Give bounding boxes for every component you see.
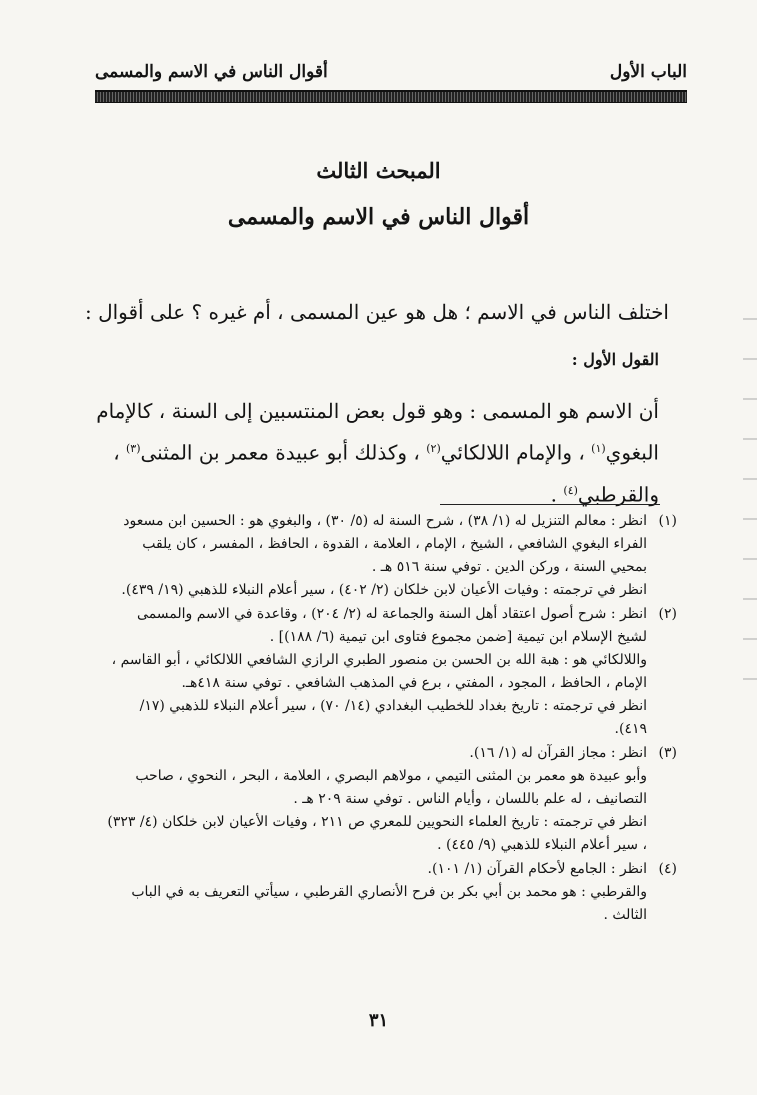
running-header — [95, 58, 687, 92]
footnote-text: انظر في ترجمته : وفيات الأعيان لابن خلكان (٢/ ٤٠٢) ، سير أعلام النبلاء للذهبي (١٩/ ٤٣٩). — [121, 582, 647, 598]
footnote-ref-4: (٤) — [563, 483, 578, 497]
footnote-text: انظر : معالم التنزيل له (١/ ٣٨) ، شرح السنة له (٥/ ٣٠) ، والبغوي هو : الحسين ابن مسعود الفراء البغوي الشافعي ، الشيخ ، الإمام ، العلامة ، القدوة ، الحافظ ، المفسر ، كان يلقب بمحيي السنة ، وركن الدين . توفي سنة ٥١٦ هـ . — [123, 513, 647, 575]
main-line-3 — [88, 472, 659, 514]
page-number: ٣١ — [368, 1010, 389, 1031]
footnote-number: (١) — [658, 513, 677, 529]
intro-paragraph: اختلف الناس في الاسم ؛ هل هو عين المسمى ، أم غيره ؟ على أقوال : — [84, 300, 669, 324]
footnote-text: انظر في ترجمته : تاريخ بغداد للخطيب البغدادي (١٤/ ٧٠) ، سير أعلام النبلاء للذهبي (١٧/ ٤١٩). — [139, 698, 647, 737]
header-rule — [95, 90, 687, 103]
footnotes — [105, 510, 677, 928]
footnote-number: (٣) — [658, 745, 677, 761]
chapter-title: أقوال الناس في الاسم والمسمى — [227, 204, 530, 230]
scan-edge-decoration — [743, 300, 757, 680]
footnote-separator — [440, 504, 660, 505]
text-abu-ubaida: ، وكذلك أبو عبيدة معمر بن المثنى — [140, 440, 427, 465]
footnote-3 — [105, 742, 677, 857]
footnote-2 — [105, 603, 677, 741]
footnote-text: انظر : الجامع لأحكام القرآن (١/ ١٠١). — [427, 861, 647, 877]
section-title: المبحث الثالث — [316, 158, 441, 183]
footnote-number: (٢) — [658, 606, 677, 622]
text-period: . — [550, 482, 564, 507]
footnote-text: انظر : مجاز القرآن له (١/ ١٦). — [469, 745, 647, 761]
main-paragraph — [88, 392, 659, 513]
footnote-ref-2: (٢) — [426, 442, 441, 455]
text-baghawi: البغوي — [605, 440, 659, 465]
footnote-text: والقرطبي : هو محمد بن أبي بكر بن فرح الأنصاري القرطبي ، سيأتي التعريف به في الباب الثالث . — [131, 884, 647, 923]
footnote-text: انظر في ترجمته : تاريخ العلماء النحويين للمعري ص ٢١١ ، وفيات الأعيان لابن خلكان (٤/ ٣٢٣) ، سير أعلام النبلاء للذهبي (٩/ ٤٤٥) . — [107, 814, 647, 853]
header-topic: أقوال الناس في الاسم والمسمى — [95, 62, 328, 82]
main-line-1: أن الاسم هو المسمى : وهو قول بعض المنتسبين إلى السنة ، كالإمام — [96, 399, 659, 423]
footnote-4 — [105, 858, 677, 927]
footnote-text: انظر : شرح أصول اعتقاد أهل السنة والجماعة له (٢/ ٢٠٤) ، وقاعدة في الاسم والمسمى لشيخ الإسلام ابن تيمية [ضمن مجموع فتاوى ابن تيمية (٦/ ١٨٨)] . — [137, 606, 647, 645]
text-lalakai: ، والإمام اللالكائي — [440, 440, 592, 465]
footnote-ref-3: (٣) — [126, 442, 141, 455]
footnote-text: واللالكائي هو : هبة الله بن الحسن بن منصور الطبري الرازي الشافعي اللالكائي ، أبو القاسم ، الإمام ، الحافظ ، المجود ، المفتي ، برع في المذهب الشافعي . توفي سنة ٤١٨هـ. — [111, 652, 647, 691]
footnote-number: (٤) — [658, 861, 677, 877]
main-line-2 — [88, 430, 659, 472]
text-comma: ، — [113, 440, 126, 465]
first-opinion-label: القول الأول : — [571, 350, 659, 369]
header-chapter: الباب الأول — [609, 62, 687, 82]
footnote-ref-1: (١) — [591, 442, 606, 455]
footnote-text: وأبو عبيدة هو معمر بن المثنى التيمي ، مولاهم البصري ، العلامة ، البحر ، النحوي ، صاحب التصانيف ، له علم باللسان ، وأيام الناس . توفي سنة ٢٠٩ هـ . — [135, 768, 647, 807]
footnote-1 — [105, 510, 677, 602]
text-qurtubi: والقرطبي — [577, 482, 659, 507]
